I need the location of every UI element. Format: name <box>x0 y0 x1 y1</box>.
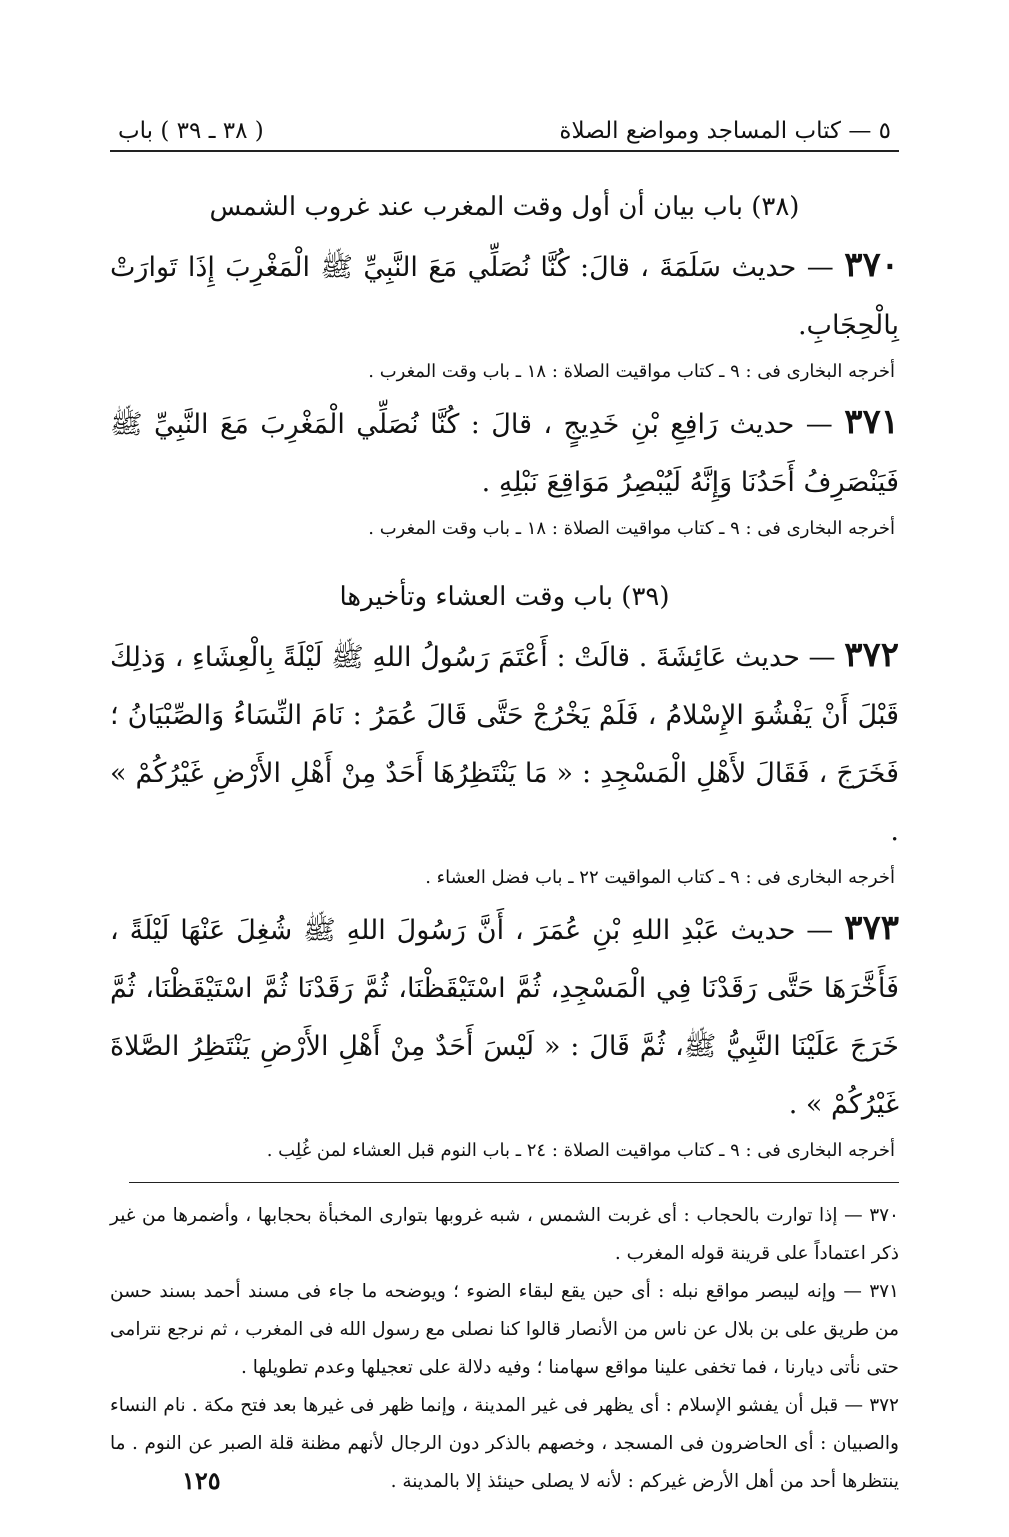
page-number: ١٢٥ <box>182 1466 221 1495</box>
hadith-number: ٣٧٣ <box>844 908 899 948</box>
hadith-source: أخرجه البخارى فى : ٩ ـ كتاب مواقيت الصلاة : ١٨ ـ باب وقت المغرب . <box>368 518 895 539</box>
section-title: (٣٩) باب وقت العشاء وتأخيرها <box>339 582 670 612</box>
footnote-370: ٣٧٠ — إذا توارت بالحجاب : أى غربت الشمس ، شبه غروبها بتوارى المخبأة بحجابها ، وأضمرها من غير ذكر اعتماداً على قرينة قوله المغرب . <box>110 1205 899 1264</box>
section-range: ( ٣٨ ـ ٣٩ ) باب <box>118 118 264 144</box>
hadith-371 <box>110 393 899 512</box>
hadith-text: — حديث سَلَمَةَ ، قالَ: كُنَّا نُصَلِّي مَعَ النَّبِيِّ ﷺ الْمَغْرِبَ إِذَا تَوارَتْ بِالْحِجَابِ. <box>110 252 899 341</box>
hadith-source: أخرجه البخارى فى : ٩ ـ كتاب المواقيت ٢٢ ـ باب فضل العشاء . <box>425 867 895 888</box>
section-title: (٣٨) باب بيان أن أول وقت المغرب عند غروب الشمس <box>209 192 800 222</box>
footnote-371: ٣٧١ — وإنه ليبصر مواقع نبله : أى حين يقع لبقاء الضوء ؛ ويوضحه ما جاء فى مسند أحمد بسند حسن من طريق على بن بلال عن ناس من الأنصار قالوا كنا نصلى مع رسول الله فى المغرب ، ثم نرجع نترامى حتى نأتى ديارنا ، فما تخفى علينا مواقع سهامنا ؛ وفيه دلالة على تعجيلها وعدم تطويلها . <box>110 1281 899 1378</box>
hadith-text: — حديث رَافِعِ بْنِ خَدِيجٍ ، قالَ : كُنَّا نُصَلِّي الْمَغْرِبَ مَعَ النَّبِيِّ ﷺ فَيَنْصَرِفُ أَحَدُنَا وَإِنَّهُ لَيُبْصِرُ مَوَاقِعَ نَبْلِهِ . <box>110 409 899 498</box>
footnote-divider <box>129 1182 899 1183</box>
hadith-source: أخرجه البخارى فى : ٩ ـ كتاب مواقيت الصلاة : ١٨ ـ باب وقت المغرب . <box>368 361 895 382</box>
hadith-text: — حديث عَائِشَةَ . قالَتْ : أَعْتَمَ رَسُولُ اللهِ ﷺ لَيْلَةً بِالْعِشَاءِ ، وَذلِكَ قَبْلَ أَنْ يَفْشُوَ الإِسْلامُ ، فَلَمْ يَخْرُجْ حَتَّى قَالَ عُمَرُ : نَامَ النِّسَاءُ وَالصِّبْيَانُ ؛ فَخَرَجَ ، فَقَالَ لأَهْلِ الْمَسْجِدِ : « مَا يَنْتَظِرُهَا أَحَدٌ مِنْ أَهْلِ الأَرْضِ غَيْرُكُمْ » . <box>110 642 899 847</box>
hadith-number: ٣٧٢ <box>844 635 899 675</box>
running-header <box>110 118 899 152</box>
hadith-text: — حديث عَبْدِ اللهِ بْنِ عُمَرَ ، أَنَّ رَسُولَ اللهِ ﷺ شُغِلَ عَنْهَا لَيْلَةً ، فَأَخَّرَهَا حَتَّى رَقَدْنَا فِي الْمَسْجِدِ، ثُمَّ اسْتَيْقَظْنَا، ثُمَّ رَقَدْنَا ثُمَّ اسْتَيْقَظْنَا، ثُمَّ خَرَجَ عَلَيْنَا النَّبِيُّ ﷺ، ثُمَّ قَالَ : « لَيْسَ أَحَدٌ مِنْ أَهْلِ الأَرْضِ يَنْتَظِرُ الصَّلاةَ غَيْرُكُمْ » . <box>110 915 899 1120</box>
hadith-373 <box>110 899 899 1134</box>
hadith-number: ٣٧١ <box>844 402 899 442</box>
hadith-372 <box>110 626 899 861</box>
hadith-370 <box>110 236 899 355</box>
hadith-source: أخرجه البخارى فى : ٩ ـ كتاب مواقيت الصلاة : ٢٤ ـ باب النوم قبل العشاء لمن غُلِب . <box>266 1140 895 1161</box>
hadith-number: ٣٧٠ <box>844 245 899 285</box>
footnote-372: ٣٧٢ — قبل أن يفشو الإسلام : أى يظهر فى غير المدينة ، وإنما ظهر فى غيرها بعد فتح مكة . نام النساء والصبيان : أى الحاضرون فى المسجد ، وخصهم بالذكر دون الرجال لأنهم مظنة قلة الصبر عن النوم . ما ينتظرها أحد من أهل الأرض غيركم : لأنه لا يصلى حينئذ إلا بالمدينة . <box>110 1395 899 1492</box>
chapter-heading: ٥ — كتاب المساجد ومواضع الصلاة <box>559 118 891 144</box>
